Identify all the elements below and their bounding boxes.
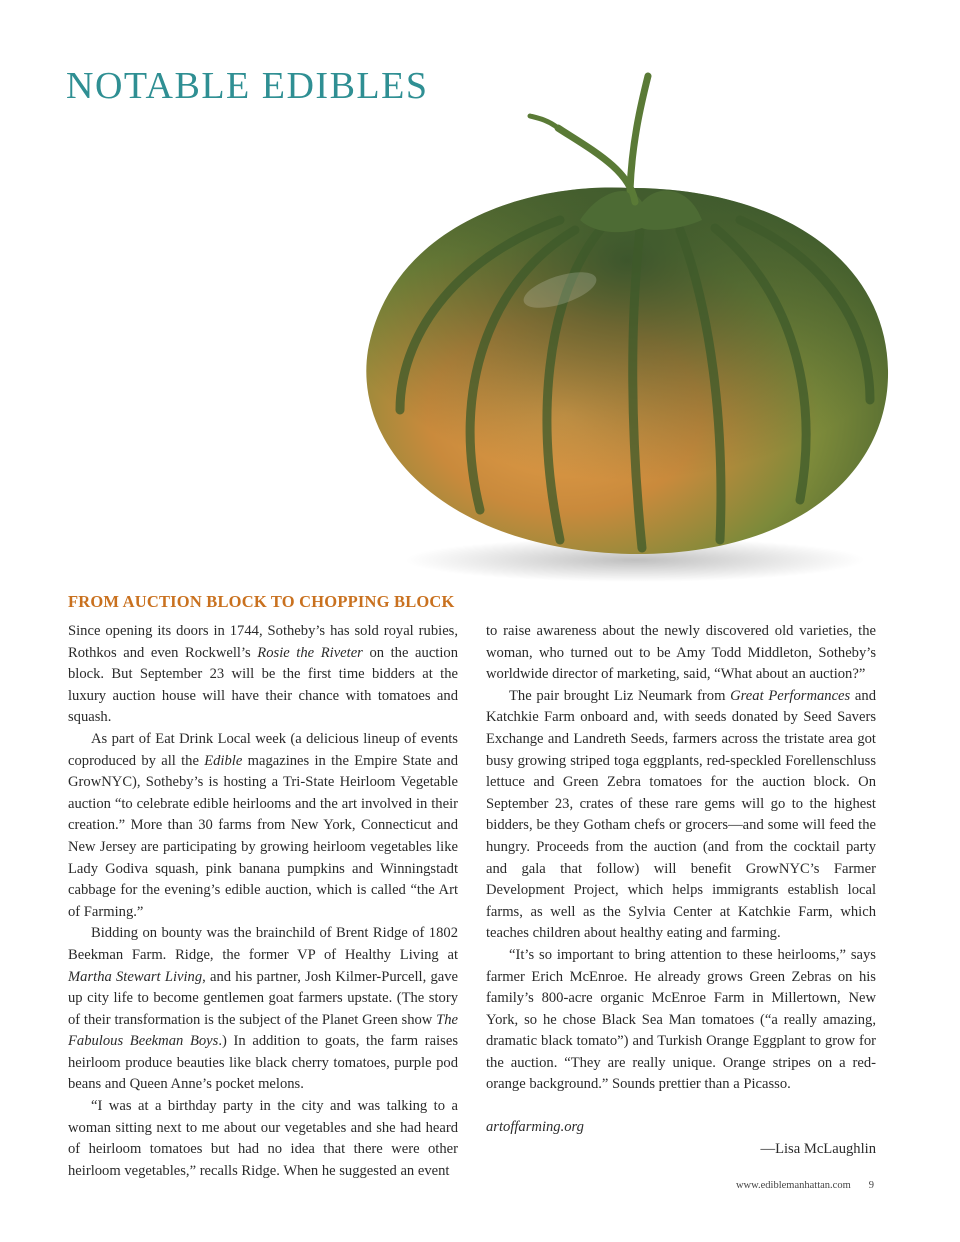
article-paragraph: “It’s so important to bring attention to these heirlooms,” says farmer Erich McEnroe. He already grows Green Zebras on his family’s 800-acre organic McEnroe Farm in Millertown, New York, so he chose Black Sea Man tomatoes (“a really amazing, dramatic black tomato”) and Turkish Orange Eggplant to grow for the auction. “They are really unique. Orange stripes on a red-orange background.” Sounds prettier than a Picasso. [486, 946, 876, 1093]
heirloom-tomato-photo [330, 70, 910, 590]
article-byline: —Lisa McLaughlin [760, 1140, 876, 1157]
article-column-left [68, 621, 458, 1182]
article-paragraph: Bidding on bounty was the brainchild of Brent Ridge of 1802 Beekman Farm. Ridge, the former VP of Healthy Living at Martha Stewart Living, and his partner, Josh Kilmer-Purcell, gave up city life to become gentlemen goat farmers upstate. (The story of their transformation is the subject of the Planet Green show The Fabulous Beekman Boys.) In addition to goats, the farm raises heirloom produce beauties like black cherry tomatoes, purple pod beans and Queen Anne’s pocket melons. [68, 925, 459, 1093]
article-paragraph: to raise awareness about the newly discovered old varieties, the woman, who turned out to be Amy Todd Middleton, Sotheby’s worldwide director of marketing, said, “What about an auction?” [486, 623, 876, 683]
footer-url[interactable]: www.ediblemanhattan.com [735, 1180, 851, 1191]
article-column-right [486, 621, 876, 1160]
page-footer [736, 1180, 874, 1191]
page-number: 9 [868, 1180, 874, 1191]
page-title: NOTABLE EDIBLES [66, 65, 429, 107]
article-paragraph: Since opening its doors in 1744, Sotheby’s has sold royal rubies, Rothkos and even Rockwell’s Rosie the Riveter on the auction block. But September 23 will be the first time bidders at the luxury auction house will have their chance with tomatoes and squash. [68, 623, 458, 726]
article-website-link[interactable]: artoffarming.org [486, 1119, 584, 1136]
article-heading: FROM AUCTION BLOCK TO CHOPPING BLOCK [68, 592, 455, 611]
article-paragraph: “I was at a birthday party in the city and was talking to a woman sitting next to me about our vegetables and she had heard of heirloom tomatoes but had no idea that there were other heirloom vegetables,” recalls Ridge. When he suggested an event [68, 1098, 458, 1179]
article-paragraph: As part of Eat Drink Local week (a delicious lineup of events coproduced by all the Edible magazines in the Empire State and GrowNYC), Sotheby’s is hosting a Tri-State Heirloom Vegetable auction “to celebrate edible heirlooms and the art involved in their creation.” More than 30 farms from New York, Connecticut and New Jersey are participating by growing heirloom vegetables like Lady Godiva squash, pink banana pumpkins and Winningstadt cabbage for the evening’s edible auction, which is called “the Art of Farming.” [68, 730, 458, 920]
article-paragraph: The pair brought Liz Neumark from Great Performances and Katchkie Farm onboard and, with seeds donated by Seed Savers Exchange and Landreth Seeds, farmers across the tristate area got busy growing striped toga eggplants, red-speckled Forellenschluss lettuce and Green Zebra tomatoes for the auction block. On September 23, crates of these rare gems will go to the highest bidders, be they Gotham chefs or grocers—and some will feed the hungry. Proceeds from the auction (and from the cocktail party and gala that follow) will benefit GrowNYC’s Farmer Development Project, which helps immigrants establish local farms, as well as the Sylvia Center at Katchkie Farm, which teaches children about healthy eating and farming. [486, 687, 876, 942]
